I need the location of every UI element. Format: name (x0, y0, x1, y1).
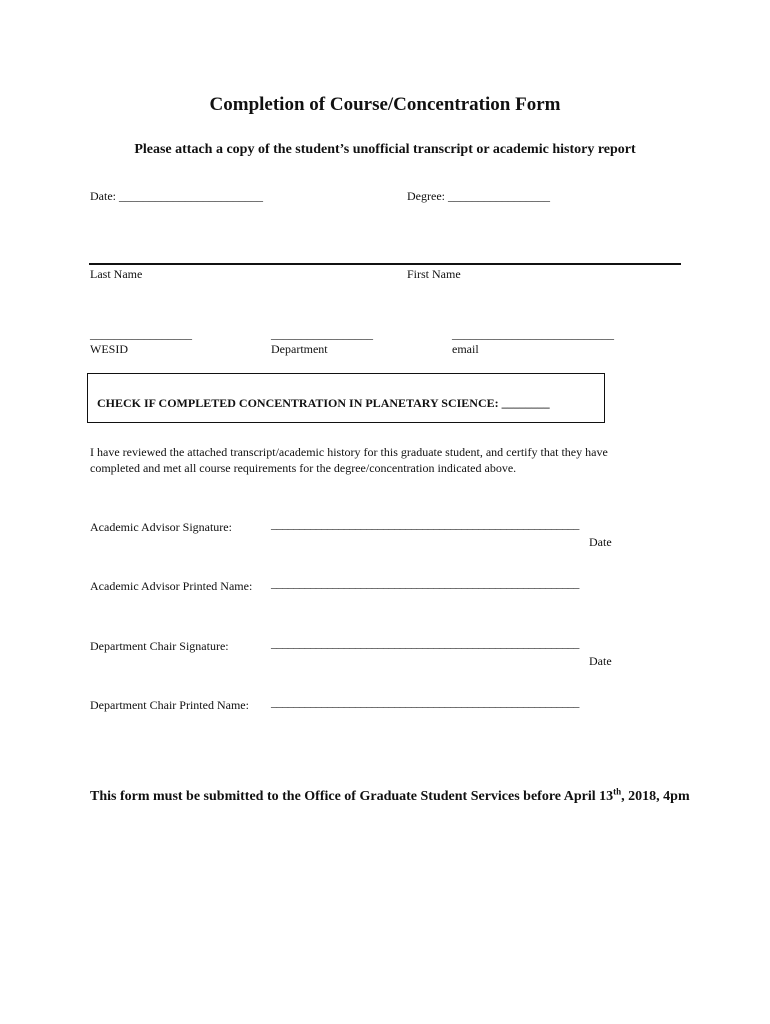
chair-signature-date-label: Date (589, 654, 612, 668)
advisor-printed-name-label: Academic Advisor Printed Name: (90, 579, 253, 593)
advisor-signature-label: Academic Advisor Signature: (90, 520, 232, 534)
form-title: Completion of Course/Concentration Form (209, 94, 561, 115)
wesid-label: WESID (90, 342, 128, 356)
deadline-ordinal: th (613, 786, 622, 797)
date-field[interactable]: Date: ________________________ (90, 189, 263, 203)
wesid-field[interactable]: _________________ (90, 327, 192, 341)
certification-statement: I have reviewed the attached transcript/academic history for this graduate student, and certify that they have completed and met all course requirements for the degree/concentration indicated above. (90, 445, 608, 475)
concentration-check-label[interactable]: CHECK IF COMPLETED CONCENTRATION IN PLANETARY SCIENCE: ________ (97, 396, 550, 410)
degree-field[interactable]: Degree: _________________ (407, 189, 550, 203)
chair-signature-field[interactable]: _______________________________________________________ (271, 636, 580, 650)
advisor-signature-date-label: Date (589, 535, 612, 549)
chair-printed-name-label: Department Chair Printed Name: (90, 698, 249, 712)
chair-signature-label: Department Chair Signature: (90, 639, 229, 653)
form-subtitle: Please attach a copy of the student’s unofficial transcript or academic history report (134, 142, 636, 157)
first-name-label: First Name (407, 267, 461, 281)
deadline-text: This form must be submitted to the Office of Graduate Student Services before April 13 (90, 789, 614, 804)
email-field[interactable]: ___________________________ (452, 327, 614, 341)
advisor-signature-field[interactable]: _______________________________________________________ (271, 517, 580, 531)
submission-deadline-note (90, 787, 690, 807)
advisor-printed-name-field[interactable]: _______________________________________________________ (271, 576, 580, 590)
name-rule[interactable] (89, 263, 681, 265)
concentration-check-box (87, 373, 605, 423)
last-name-label: Last Name (90, 267, 143, 281)
email-label: email (452, 342, 479, 356)
department-label: Department (271, 342, 328, 356)
department-field[interactable]: _________________ (271, 327, 373, 341)
chair-printed-name-field[interactable]: _______________________________________________________ (271, 695, 580, 709)
deadline-year-time: , 2018, 4pm (621, 789, 690, 804)
